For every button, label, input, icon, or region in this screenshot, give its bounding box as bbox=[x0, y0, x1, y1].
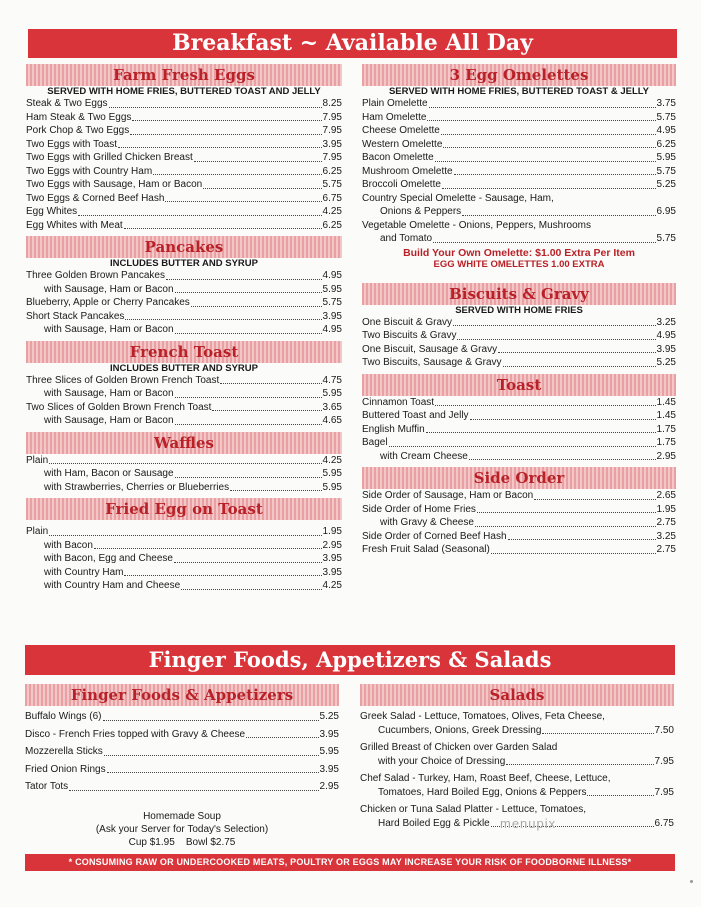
dot-leader bbox=[426, 432, 656, 433]
item-price: 4.25 bbox=[322, 454, 342, 466]
item-name: Three Golden Brown Pancakes bbox=[26, 270, 165, 281]
dot-leader bbox=[587, 795, 653, 796]
item-price: 3.65 bbox=[322, 401, 342, 413]
menu-item bbox=[362, 316, 676, 330]
finger-foods-banner bbox=[25, 645, 675, 675]
menu-item bbox=[26, 566, 342, 580]
menu-item bbox=[26, 269, 342, 283]
item-name: with Sausage, Ham or Bacon bbox=[44, 415, 174, 426]
item-price: 3.95 bbox=[319, 728, 339, 740]
section-side-order bbox=[362, 467, 676, 557]
menu-item bbox=[362, 232, 676, 246]
menu-item bbox=[26, 124, 342, 138]
item-name: Two Eggs with Toast bbox=[26, 138, 117, 150]
section-title: Pancakes bbox=[26, 236, 342, 258]
watermark: menupix bbox=[500, 816, 557, 831]
menu-item bbox=[362, 409, 676, 423]
menu-item bbox=[362, 165, 676, 179]
item-name: Plain bbox=[26, 454, 49, 466]
menu-item bbox=[26, 296, 342, 310]
menu-item bbox=[362, 151, 676, 165]
section-title: French Toast bbox=[26, 341, 342, 363]
dot-leader bbox=[203, 188, 321, 189]
item-price: 2.95 bbox=[319, 781, 339, 792]
section-title: Salads bbox=[360, 684, 674, 706]
finger-foods-banner-title: Finger Foods, Appetizers & Salads bbox=[148, 647, 552, 672]
dot-leader bbox=[475, 526, 656, 527]
item-price: 3.95 bbox=[322, 310, 342, 322]
section-subtitle: INCLUDES BUTTER AND SYRUP bbox=[110, 258, 258, 269]
dot-leader bbox=[441, 134, 656, 135]
item-name: with Sausage, Ham or Bacon bbox=[44, 324, 174, 335]
menu-item bbox=[26, 374, 342, 388]
dot-leader bbox=[130, 134, 321, 135]
section-omelettes bbox=[362, 64, 676, 271]
item-name: Cucumbers, Onions, Greek Dressing bbox=[378, 724, 542, 736]
item-price: 3.25 bbox=[656, 530, 676, 542]
menu-item bbox=[362, 343, 676, 357]
menu-item bbox=[362, 489, 676, 503]
disclaimer-bar bbox=[25, 854, 675, 871]
item-price: 6.25 bbox=[322, 219, 342, 231]
menu-item bbox=[26, 467, 342, 481]
menu-item bbox=[26, 151, 342, 165]
section-subtitle: INCLUDES BUTTER AND SYRUP bbox=[110, 362, 258, 374]
item-price: 4.95 bbox=[656, 330, 676, 341]
item-price: 4.95 bbox=[322, 324, 342, 335]
item-price: 6.95 bbox=[656, 206, 676, 217]
dot-leader bbox=[125, 319, 321, 320]
item-price: 5.95 bbox=[322, 283, 342, 295]
item-name: with Strawberries, Cherries or Blueberries bbox=[44, 481, 230, 493]
menu-item bbox=[362, 329, 676, 343]
item-price: 3.75 bbox=[656, 98, 676, 109]
section-title: Finger Foods & Appetizers bbox=[25, 684, 339, 706]
item-name: Two Eggs & Corned Beef Hash bbox=[26, 192, 165, 204]
egg-white-note: EGG WHITE OMELETTES 1.00 EXTRA bbox=[433, 258, 605, 270]
item-name: Disco - French Fries topped with Gravy & Cheese bbox=[25, 728, 246, 740]
item-name: Fried Onion Rings bbox=[25, 763, 106, 775]
omelette-vegetable-line1: Vegetable Omelette - Onions, Peppers, Mushrooms bbox=[362, 219, 592, 231]
menu-item bbox=[26, 481, 342, 495]
section-title: Toast bbox=[362, 374, 676, 396]
item-price: 3.95 bbox=[656, 343, 676, 355]
item-price: 5.95 bbox=[322, 388, 342, 399]
item-name: Two Eggs with Sausage, Ham or Bacon bbox=[26, 179, 203, 190]
dot-leader bbox=[165, 201, 321, 202]
menu-item bbox=[25, 745, 339, 759]
item-price: 1.95 bbox=[656, 503, 676, 515]
section-waffles bbox=[26, 432, 342, 495]
section-title: 3 Egg Omelettes bbox=[362, 64, 676, 86]
section-title: Side Order bbox=[362, 467, 676, 489]
dot-leader bbox=[49, 535, 321, 536]
menu-item bbox=[362, 423, 676, 437]
item-name: Broccoli Omelette bbox=[362, 179, 441, 190]
dot-leader bbox=[230, 490, 321, 491]
dot-leader bbox=[477, 512, 656, 513]
dot-leader bbox=[124, 575, 321, 576]
menu-item bbox=[362, 450, 676, 464]
dot-leader bbox=[506, 764, 653, 765]
dot-leader bbox=[118, 147, 322, 148]
dot-leader bbox=[443, 147, 655, 148]
item-name: Egg Whites bbox=[26, 206, 78, 217]
dot-leader bbox=[153, 174, 321, 175]
menu-item bbox=[25, 763, 339, 777]
item-name: English Muffin bbox=[362, 423, 425, 435]
item-name: Two Biscuits & Gravy bbox=[362, 330, 457, 341]
soup-title: Homemade Soup bbox=[143, 811, 221, 822]
dot-leader bbox=[470, 419, 656, 420]
salad-greek-line1: Greek Salad - Lettuce, Tomatoes, Olives, Feta Cheese, bbox=[360, 711, 605, 722]
item-name: Two Eggs with Grilled Chicken Breast bbox=[26, 152, 193, 163]
item-price: 7.95 bbox=[654, 755, 674, 767]
item-price: 4.95 bbox=[656, 125, 676, 136]
menu-item bbox=[362, 356, 676, 370]
item-name: Hard Boiled Egg & Pickle bbox=[378, 817, 490, 829]
menu-item bbox=[26, 178, 342, 192]
item-name: Two Eggs with Country Ham bbox=[26, 165, 153, 177]
dot-leader bbox=[534, 499, 655, 500]
dot-leader bbox=[132, 120, 321, 121]
soup-note: (Ask your Server for Today's Selection) bbox=[95, 824, 269, 835]
section-title: Fried Egg on Toast bbox=[26, 498, 342, 520]
menu-item bbox=[26, 219, 342, 233]
item-price: 3.25 bbox=[656, 316, 676, 328]
item-price: 2.95 bbox=[322, 539, 342, 551]
dot-leader bbox=[389, 446, 656, 447]
item-price: 5.25 bbox=[319, 711, 339, 722]
menu-item bbox=[360, 786, 674, 800]
menu-item bbox=[26, 165, 342, 179]
section-title: Biscuits & Gravy bbox=[362, 283, 676, 305]
item-price: 7.95 bbox=[654, 786, 674, 798]
section-french-toast bbox=[26, 341, 342, 428]
item-name: Three Slices of Golden Brown French Toast bbox=[26, 374, 220, 386]
menu-item bbox=[362, 436, 676, 450]
dot-leader bbox=[166, 279, 322, 280]
dot-leader bbox=[107, 772, 319, 773]
item-price: 3.95 bbox=[322, 566, 342, 578]
section-farm-fresh-eggs bbox=[26, 64, 342, 232]
menu-item bbox=[26, 539, 342, 553]
item-price: 6.25 bbox=[322, 165, 342, 177]
item-price: 8.25 bbox=[322, 98, 342, 109]
menu-item bbox=[362, 205, 676, 219]
item-name: Egg Whites with Meat bbox=[26, 219, 123, 231]
item-price: 6.75 bbox=[322, 192, 342, 204]
item-name: with Sausage, Ham or Bacon bbox=[44, 388, 174, 399]
menu-item bbox=[25, 728, 339, 742]
item-price: 5.95 bbox=[322, 468, 342, 479]
item-name: with Country Ham bbox=[44, 566, 124, 578]
item-price: 4.75 bbox=[322, 374, 342, 386]
item-price: 6.25 bbox=[656, 138, 676, 150]
item-name: Tomatoes, Hard Boiled Egg, Onions & Peppers bbox=[378, 786, 587, 798]
breakfast-banner-title: Breakfast ~ Available All Day bbox=[172, 30, 533, 56]
item-name: Short Stack Pancakes bbox=[26, 310, 125, 322]
item-price: 5.25 bbox=[656, 357, 676, 368]
section-title: Waffles bbox=[26, 432, 342, 454]
item-name: and Tomato bbox=[380, 233, 433, 244]
dot-leader bbox=[124, 228, 322, 229]
item-name: Onions & Peppers bbox=[380, 206, 462, 217]
menu-item bbox=[362, 396, 676, 410]
section-subtitle: SERVED WITH HOME FRIES, BUTTERED TOAST & JELLY bbox=[388, 86, 650, 97]
item-price: 4.25 bbox=[322, 580, 342, 591]
dot-leader bbox=[442, 188, 656, 189]
menu-item bbox=[26, 552, 342, 566]
left-column bbox=[26, 60, 342, 593]
section-toast bbox=[362, 374, 676, 464]
dot-leader bbox=[175, 333, 322, 334]
item-price: 7.95 bbox=[322, 111, 342, 123]
item-name: Plain Omelette bbox=[362, 98, 428, 109]
item-name: Steak & Two Eggs bbox=[26, 98, 108, 109]
menu-item bbox=[26, 138, 342, 152]
item-name: Mozzerella Sticks bbox=[25, 746, 103, 757]
homemade-soup bbox=[25, 810, 339, 849]
item-name: Pork Chop & Two Eggs bbox=[26, 125, 130, 136]
item-name: One Biscuit, Sausage & Gravy bbox=[362, 343, 498, 355]
item-price: 5.75 bbox=[656, 233, 676, 244]
menu-item bbox=[26, 525, 342, 539]
menu-item bbox=[362, 111, 676, 125]
item-name: Side Order of Corned Beef Hash bbox=[362, 530, 507, 542]
scan-dot bbox=[690, 880, 693, 883]
dot-leader bbox=[503, 366, 656, 367]
item-name: Two Biscuits, Sausage & Gravy bbox=[362, 357, 502, 368]
dot-leader bbox=[429, 107, 656, 108]
dot-leader bbox=[191, 306, 322, 307]
menu-item bbox=[26, 414, 342, 428]
section-subtitle: SERVED WITH HOME FRIES, BUTTERED TOAST AND JELLY bbox=[47, 86, 321, 97]
item-price: 4.95 bbox=[322, 270, 342, 281]
dot-leader bbox=[453, 325, 656, 326]
menu-item bbox=[362, 543, 676, 557]
dot-leader bbox=[104, 755, 319, 756]
item-name: Cinnamon Toast bbox=[362, 396, 435, 408]
item-name: Mushroom Omelette bbox=[362, 165, 453, 177]
item-name: Blueberry, Apple or Cherry Pancakes bbox=[26, 297, 190, 308]
omelette-country-special-line1: Country Special Omelette - Sausage, Ham, bbox=[362, 192, 554, 204]
item-name: Plain bbox=[26, 526, 49, 537]
dot-leader bbox=[175, 477, 322, 478]
menu-item bbox=[26, 454, 342, 468]
menu-item bbox=[26, 579, 342, 593]
item-price: 3.95 bbox=[319, 763, 339, 775]
item-price: 7.95 bbox=[322, 152, 342, 163]
item-price: 5.75 bbox=[322, 297, 342, 308]
item-name: Bagel bbox=[362, 437, 388, 448]
item-price: 5.95 bbox=[322, 481, 342, 493]
item-price: 7.95 bbox=[322, 125, 342, 136]
dot-leader bbox=[454, 174, 656, 175]
menu-item bbox=[360, 755, 674, 769]
menu-item bbox=[362, 503, 676, 517]
item-name: with Cream Cheese bbox=[380, 450, 468, 462]
dot-leader bbox=[175, 292, 322, 293]
dot-leader bbox=[462, 215, 655, 216]
dot-leader bbox=[220, 383, 321, 384]
item-name: with Country Ham and Cheese bbox=[44, 580, 181, 591]
item-name: with Ham, Bacon or Sausage bbox=[44, 468, 174, 479]
dot-leader bbox=[103, 720, 319, 721]
menu-item bbox=[362, 124, 676, 138]
dot-leader bbox=[194, 161, 322, 162]
menu-item bbox=[26, 310, 342, 324]
item-price: 1.95 bbox=[322, 526, 342, 537]
dot-leader bbox=[457, 339, 655, 340]
soup-prices: Cup $1.95 Bowl $2.75 bbox=[128, 837, 236, 848]
menu-item bbox=[362, 530, 676, 544]
item-name: Ham Omelette bbox=[362, 111, 427, 123]
item-price: 5.75 bbox=[656, 111, 676, 123]
menu-item bbox=[362, 97, 676, 111]
dot-leader bbox=[78, 215, 321, 216]
dot-leader bbox=[433, 242, 655, 243]
item-price: 1.75 bbox=[656, 423, 676, 435]
dot-leader bbox=[109, 107, 322, 108]
menu-item bbox=[25, 780, 339, 794]
menu-item bbox=[26, 401, 342, 415]
item-price: 1.45 bbox=[656, 396, 676, 408]
menu-item bbox=[26, 111, 342, 125]
item-name: with your Choice of Dressing bbox=[378, 755, 506, 767]
section-biscuits-gravy bbox=[362, 283, 676, 370]
item-name: with Sausage, Ham or Bacon bbox=[44, 283, 174, 295]
item-price: 5.95 bbox=[656, 152, 676, 163]
dot-leader bbox=[469, 459, 656, 460]
dot-leader bbox=[49, 463, 321, 464]
salad-grilled-line1: Grilled Breast of Chicken over Garden Salad bbox=[360, 742, 558, 753]
item-name: Tator Tots bbox=[25, 781, 69, 792]
disclaimer-text: * CONSUMING RAW OR UNDERCOOKED MEATS, POULTRY OR EGGS MAY INCREASE YOUR RISK OF FOODBORNE ILLNESS* bbox=[68, 857, 632, 867]
item-price: 2.75 bbox=[656, 544, 676, 555]
dot-leader bbox=[435, 405, 655, 406]
salad-platter-line1: Chicken or Tuna Salad Platter - Lettuce, Tomatoes, bbox=[360, 804, 587, 815]
dot-leader bbox=[94, 548, 322, 549]
dot-leader bbox=[498, 352, 655, 353]
menu-item bbox=[26, 387, 342, 401]
dot-leader bbox=[69, 790, 318, 791]
dot-leader bbox=[181, 589, 321, 590]
item-price: 7.50 bbox=[654, 724, 674, 736]
dot-leader bbox=[175, 397, 322, 398]
dot-leader bbox=[491, 553, 656, 554]
item-name: One Biscuit & Gravy bbox=[362, 316, 453, 328]
item-price: 5.75 bbox=[322, 179, 342, 190]
menu-item bbox=[26, 283, 342, 297]
dot-leader bbox=[508, 539, 656, 540]
dot-leader bbox=[427, 120, 655, 121]
item-name: with Gravy & Cheese bbox=[380, 517, 474, 528]
item-name: Buffalo Wings (6) bbox=[25, 711, 102, 722]
item-price: 2.95 bbox=[656, 450, 676, 462]
section-pancakes bbox=[26, 236, 342, 337]
item-price: 5.95 bbox=[319, 746, 339, 757]
item-name: Two Slices of Golden Brown French Toast bbox=[26, 401, 212, 413]
item-name: Buttered Toast and Jelly bbox=[362, 410, 469, 421]
dot-leader bbox=[212, 410, 321, 411]
item-price: 1.75 bbox=[656, 437, 676, 448]
appetizers-column bbox=[25, 680, 339, 798]
item-name: Bacon Omelette bbox=[362, 152, 434, 163]
dot-leader bbox=[435, 161, 656, 162]
item-name: with Bacon, Egg and Cheese bbox=[44, 553, 173, 564]
item-name: with Bacon bbox=[44, 539, 93, 551]
salad-chef-line1: Chef Salad - Turkey, Ham, Roast Beef, Cheese, Lettuce, bbox=[360, 773, 611, 784]
section-fried-egg-on-toast bbox=[26, 498, 342, 593]
item-price: 4.65 bbox=[322, 415, 342, 426]
item-price: 1.45 bbox=[656, 410, 676, 421]
build-your-own-note: Build Your Own Omelette: $1.00 Extra Per Item bbox=[403, 246, 635, 259]
item-price: 5.25 bbox=[656, 179, 676, 190]
menu-item bbox=[362, 138, 676, 152]
dot-leader bbox=[246, 737, 318, 738]
salads-column bbox=[360, 680, 674, 830]
menu-item bbox=[360, 724, 674, 738]
section-title: Farm Fresh Eggs bbox=[26, 64, 342, 86]
menu-item bbox=[26, 323, 342, 337]
item-price: 6.75 bbox=[654, 817, 674, 829]
breakfast-banner bbox=[28, 29, 677, 58]
item-name: Side Order of Sausage, Ham or Bacon bbox=[362, 490, 534, 501]
right-column bbox=[362, 60, 676, 557]
dot-leader bbox=[542, 733, 653, 734]
menu-item bbox=[362, 516, 676, 530]
dot-leader bbox=[174, 562, 322, 563]
menu-item bbox=[26, 205, 342, 219]
menu-item bbox=[362, 178, 676, 192]
section-subtitle: SERVED WITH HOME FRIES bbox=[455, 304, 583, 316]
item-name: Cheese Omelette bbox=[362, 125, 440, 136]
menu-item bbox=[26, 192, 342, 206]
item-price: 4.25 bbox=[322, 206, 342, 217]
menu-item bbox=[26, 97, 342, 111]
item-price: 2.75 bbox=[656, 517, 676, 528]
item-name: Fresh Fruit Salad (Seasonal) bbox=[362, 544, 490, 555]
item-name: Western Omelette bbox=[362, 138, 443, 150]
item-price: 3.95 bbox=[322, 138, 342, 150]
item-name: Ham Steak & Two Eggs bbox=[26, 111, 132, 123]
item-name: Side Order of Home Fries bbox=[362, 503, 476, 515]
item-price: 5.75 bbox=[656, 165, 676, 177]
dot-leader bbox=[175, 424, 322, 425]
item-price: 2.65 bbox=[656, 490, 676, 501]
item-price: 3.95 bbox=[322, 553, 342, 564]
menu-item bbox=[25, 710, 339, 724]
